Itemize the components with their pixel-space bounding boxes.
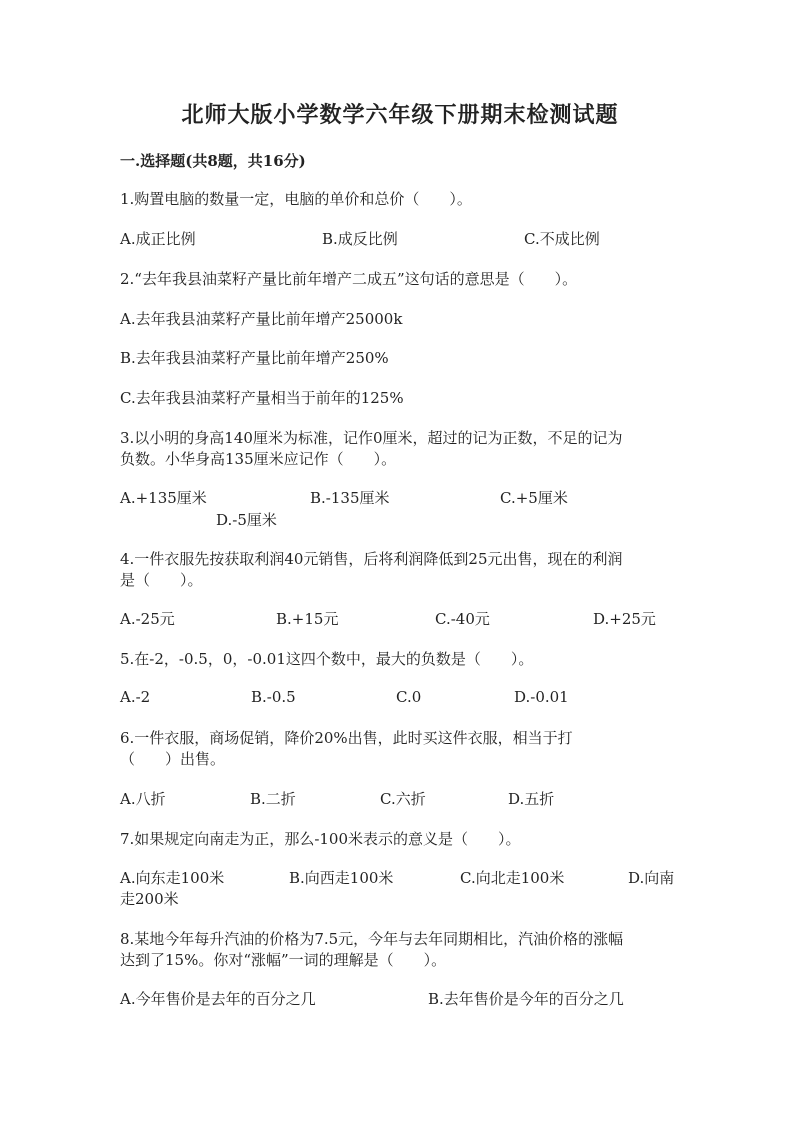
q3-option-a: A.+135厘米 bbox=[120, 489, 207, 507]
question-6-text-line2: （ ）出售。 bbox=[120, 750, 226, 768]
q7-option-d-continued: 走200米 bbox=[120, 890, 179, 908]
question-4-text-line2: 是（ ）。 bbox=[120, 571, 203, 589]
question-1-text: 1.购置电脑的数量一定，电脑的单价和总价（ ）。 bbox=[120, 190, 472, 208]
page-title: 北师大版小学数学六年级下册期末检测试题 bbox=[181, 102, 619, 128]
q3-option-d: D.-5厘米 bbox=[216, 511, 277, 529]
q2-option-b: B.去年我县油菜籽产量比前年增产250% bbox=[120, 349, 389, 367]
q3-option-b: B.-135厘米 bbox=[310, 489, 390, 507]
question-4-text-line1: 4.一件衣服先按获取利润40元销售，后将利润降低到25元出售，现在的利润 bbox=[120, 550, 623, 568]
q1-option-b: B.成反比例 bbox=[322, 230, 398, 248]
q4-option-d: D.+25元 bbox=[593, 610, 656, 628]
q7-option-a: A.向东走100米 bbox=[120, 869, 225, 887]
q7-option-d: D.向南 bbox=[628, 869, 675, 887]
question-7-text: 7.如果规定向南走为正，那么-100米表示的意义是（ ）。 bbox=[120, 830, 521, 848]
q8-option-b: B.去年售价是今年的百分之几 bbox=[428, 990, 624, 1008]
section-heading: 一.选择题(共8题，共16分) bbox=[120, 152, 306, 170]
q1-option-c: C.不成比例 bbox=[524, 230, 600, 248]
q4-option-b: B.+15元 bbox=[276, 610, 339, 628]
q6-option-b: B.二折 bbox=[250, 790, 296, 808]
q2-option-a: A.去年我县油菜籽产量比前年增产25000k bbox=[120, 310, 403, 328]
q1-option-a: A.成正比例 bbox=[120, 230, 196, 248]
q6-option-c: C.六折 bbox=[380, 790, 426, 808]
q7-option-b: B.向西走100米 bbox=[289, 869, 394, 887]
question-8-text-line1: 8.某地今年每升汽油的价格为7.5元，今年与去年同期相比，汽油价格的涨幅 bbox=[120, 930, 624, 948]
question-2-text: 2.“去年我县油菜籽产量比前年增产二成五”这句话的意思是（ ）。 bbox=[120, 270, 578, 288]
question-8-text-line2: 达到了15%。你对“涨幅”一词的理解是（ ）。 bbox=[120, 951, 447, 969]
q4-option-a: A.-25元 bbox=[120, 610, 175, 628]
q5-option-d: D.-0.01 bbox=[514, 688, 569, 706]
q5-option-a: A.-2 bbox=[120, 688, 151, 706]
q3-option-c: C.+5厘米 bbox=[500, 489, 568, 507]
question-3-text-line2: 负数。小华身高135厘米应记作（ ）。 bbox=[120, 450, 397, 468]
q5-option-b: B.-0.5 bbox=[251, 688, 296, 706]
q6-option-d: D.五折 bbox=[508, 790, 555, 808]
q5-option-c: C.0 bbox=[396, 688, 422, 706]
question-6-text-line1: 6.一件衣服，商场促销，降价20%出售，此时买这件衣服，相当于打 bbox=[120, 729, 573, 747]
question-5-text: 5.在-2，-0.5，0，-0.01这四个数中，最大的负数是（ ）。 bbox=[120, 650, 534, 668]
q2-option-c: C.去年我县油菜籽产量相当于前年的125% bbox=[120, 389, 404, 407]
q6-option-a: A.八折 bbox=[120, 790, 166, 808]
q7-option-c: C.向北走100米 bbox=[460, 869, 565, 887]
q8-option-a: A.今年售价是去年的百分之几 bbox=[120, 990, 316, 1008]
question-3-text-line1: 3.以小明的身高140厘米为标准，记作0厘米，超过的记为正数，不足的记为 bbox=[120, 429, 623, 447]
q4-option-c: C.-40元 bbox=[435, 610, 490, 628]
